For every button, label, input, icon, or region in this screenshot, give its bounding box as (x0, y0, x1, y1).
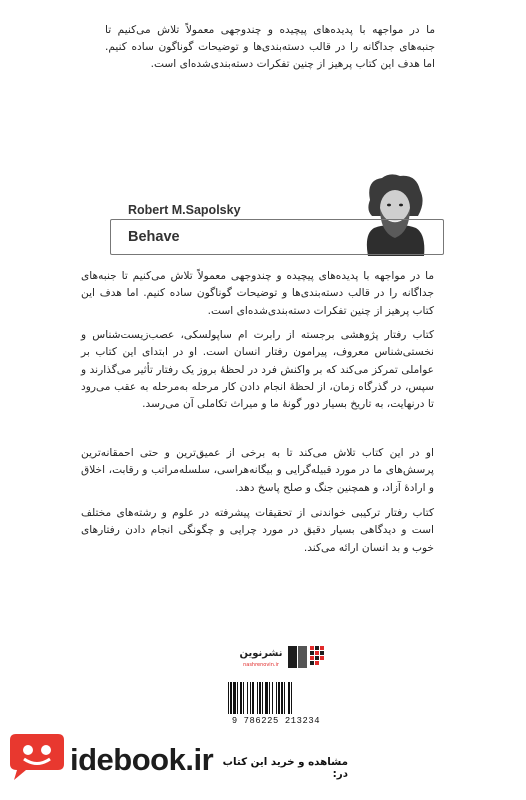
book-author: Robert M.Sapolsky (128, 203, 241, 217)
description-paragraph: او در این کتاب تلاش می‌کند تا به برخی از عمیق‌ترین و حتی احمقانه‌ترین پرسش‌های ما در مورد قبیله‌گرایی و بیگانه‌هراسی، سلسله‌مراتب و رقابت، اخلاق و ارادهٔ آزاد، و همچنین جنگ و صلح پاسخ دهد. (81, 447, 434, 494)
barcode-bar (269, 682, 270, 714)
description-paragraph: کتاب رفتار ترکیبی خواندنی از تحقیقات پیشرفته در علوم و رشته‌های مختلف است و دیدگاهی بسیار دقیق در مورد چرایی و چگونگی انجام دادن رفتارهای خوب و بد انسان ارائه می‌کند. (81, 507, 434, 554)
barcode-bar (272, 682, 273, 714)
barcode-bar (262, 682, 263, 714)
barcode-bar (243, 682, 244, 714)
barcode-bar (237, 682, 238, 714)
barcode-bar (240, 682, 242, 714)
description-paragraph: کتاب رفتار پژوهشی برجسته از رابرت ام ساپولسکی، عصب‌زیست‌شناس و نخستی‌شناس معروف، پیرامون رفتار انسان است. او در ابتدای این کتاب بر عواملی تمرکز می‌کند که بر واکنش فرد در لحظهٔ بروز یک رفتار تأثیر می‌گذارند و سپس، در گذرگاه زمان، از لحظهٔ انجام دادن کار مرحله به‌مرحله به عقب می‌رود تا درنهایت، به تاریخ بسیار دور گونهٔ ما و میراث تکاملی آن می‌رسد. (81, 329, 434, 411)
book-title-box (110, 219, 444, 255)
barcode-bars (224, 680, 328, 716)
idebook-logo-icon (6, 730, 76, 782)
publisher-name: نشرنوین (239, 648, 283, 659)
barcode-bar (265, 682, 268, 714)
barcode-bar (252, 682, 254, 714)
book-title: Behave (128, 229, 180, 245)
barcode-bar (250, 682, 251, 714)
barcode-bar (291, 682, 292, 714)
barcode-bar (230, 682, 232, 714)
barcode-bar (278, 682, 280, 714)
barcode-bar (284, 682, 285, 714)
barcode-bar (247, 682, 248, 714)
isbn-number: 9 786225 213234 (231, 716, 321, 726)
description-paragraph: ما در مواجهه با پدیده‌های پیچیده و چندوجهی معمولاً تلاش می‌کنیم تا جنبه‌های جداگانه را در قالب دسته‌بندی‌ها و توضیحات گوناگون ساده کنیم. اما هدف این کتاب پرهیز از چنین تفکرات دسته‌بندی‌شده‌ای است. (81, 270, 434, 317)
barcode-bar (276, 682, 277, 714)
barcode-bar (288, 682, 290, 714)
intro-paragraph: ما در مواجهه با پدیده‌های پیچیده و چندوجهی معمولاً تلاش می‌کنیم تا جنبه‌های جداگانه را در قالب دسته‌بندی‌ها و توضیحات گوناگون ساده کنیم. اما هدف این کتاب پرهیز از چنین تفکرات دسته‌بندی‌شده‌ای است. (105, 24, 435, 70)
watermark-caption: مشاهده و خرید این کتاب در: (222, 756, 348, 780)
barcode-bar (233, 682, 236, 714)
barcode-bar (228, 682, 229, 714)
barcode-bar (281, 682, 283, 714)
publisher-url: nashrenovin.ir (243, 662, 279, 668)
watermark-brand: idebook.ir (70, 742, 214, 777)
barcode-bar (257, 682, 258, 714)
publisher-logo-icon (287, 642, 327, 672)
barcode-bar (259, 682, 261, 714)
